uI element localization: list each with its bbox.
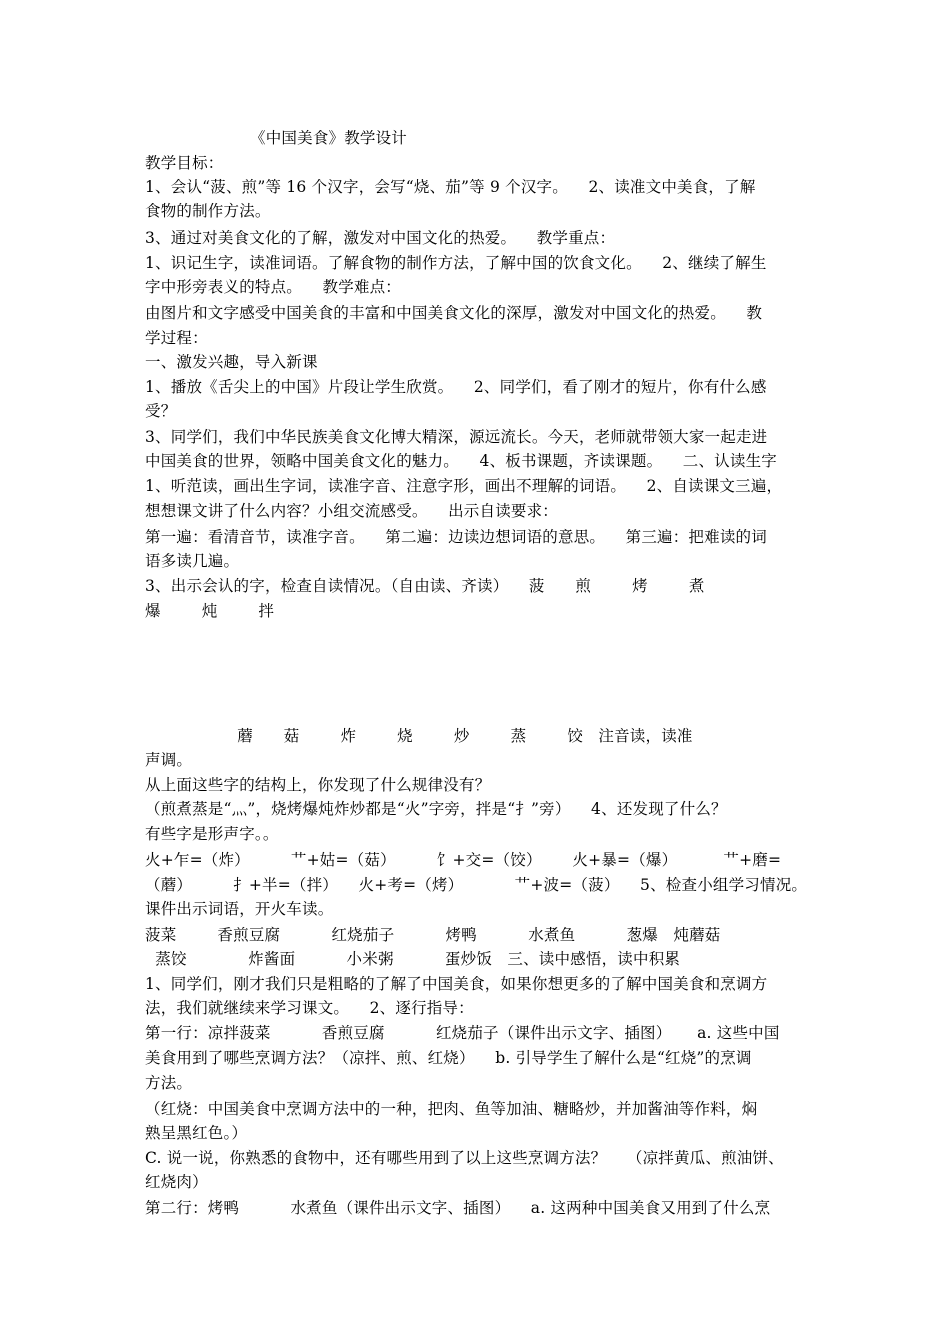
- text-line: 字中形旁表义的特点。 教学难点：: [145, 278, 402, 296]
- text-line: 美食用到了哪些烹调方法？（凉拌、煎、红烧） b. 引导学生了解什么是“红烧”的烹调: [145, 1049, 752, 1067]
- text-line: （蘑） 扌+半=（拌） 火+考=（烤） 艹+波=（菠） 5、检查小组学习情况。: [145, 876, 808, 894]
- text-line: 一、激发兴趣，导入新课: [145, 353, 318, 371]
- text-line: 蘑 菇 炸 烧 炒 蒸 饺 注音读，读准: [145, 727, 693, 745]
- text-line: 3、通过对美食文化的了解，激发对中国文化的热爱。 教学重点：: [145, 229, 616, 247]
- text-line: 爆 炖 拌: [145, 602, 275, 620]
- text-line: 法，我们就继续来学习课文。 2、逐行指导：: [145, 999, 474, 1017]
- text-line: 受？: [145, 402, 177, 420]
- text-line: 第一遍：看清音节，读准字音。 第二遍：边读边想词语的意思。 第三遍：把难读的词: [145, 528, 767, 546]
- text-line: 教学目标：: [145, 154, 224, 172]
- text-line: 1、播放《舌尖上的中国》片段让学生欣赏。 2、同学们，看了刚才的短片，你有什么感: [145, 378, 767, 396]
- text-line: （煎煮蒸是“灬”，烧烤爆炖炸炒都是“火”字旁，拌是“扌”旁） 4、还发现了什么？: [145, 800, 727, 818]
- text-line: 课件出示词语，开火车读。: [145, 900, 334, 918]
- text-line: 3、同学们，我们中华民族美食文化博大精深，源远流长。今天，老师就带领大家一起走进: [145, 428, 768, 446]
- text-line: 从上面这些字的结构上，你发现了什么规律没有？: [145, 776, 491, 794]
- text-line: 语多读几遍。: [145, 552, 240, 570]
- text-line: 菠菜 香煎豆腐 红烧茄子 烤鸭 水煮鱼 葱爆 炖蘑菇: [145, 926, 721, 944]
- text-line: 由图片和文字感受中国美食的丰富和中国美食文化的深厚，激发对中国文化的热爱。 教: [145, 304, 763, 322]
- text-line: 火+乍=（炸） 艹+姑=（菇） 饣+交=（饺） 火+暴=（爆） 艹+磨=: [145, 851, 782, 869]
- text-line: 红烧肉）: [145, 1173, 208, 1191]
- document-title: 《中国美食》教学设计: [250, 129, 408, 147]
- text-line: 熟呈黑红色。）: [145, 1124, 248, 1142]
- text-line: 方法。: [145, 1074, 193, 1092]
- text-line: 1、同学们，刚才我们只是粗略的了解了中国美食，如果你想更多的了解中国美食和烹调方: [145, 975, 768, 993]
- text-line: 想想课文讲了什么内容？小组交流感受。 出示自读要求：: [145, 502, 559, 520]
- text-line: 3、出示会认的字，检查自读情况。（自由读、齐读） 菠 煎 烤 煮: [145, 577, 705, 595]
- text-line: 中国美食的世界，领略中国美食文化的魅力。 4、板书课题，齐读课题。 二、认读生字: [145, 452, 777, 470]
- text-line: 食物的制作方法。: [145, 202, 271, 220]
- text-line: 声调。: [145, 751, 193, 769]
- text-line: 有些字是形声字。。: [145, 825, 279, 843]
- text-line: 学过程：: [145, 329, 208, 347]
- text-line: C. 说一说，你熟悉的食物中，还有哪些用到了以上这些烹调方法？ （凉拌黄瓜、煎油饼、: [145, 1149, 784, 1167]
- text-line: 1、会认“菠、煎”等 16 个汉字，会写“烧、茄”等 9 个汉字。 2、读准文中美食，了解: [145, 178, 756, 196]
- text-line: 1、听范读，画出生字词，读准字音、注意字形，画出不理解的词语。 2、自读课文三遍，: [145, 477, 783, 495]
- text-line: 1、识记生字，读准词语。了解食物的制作方法，了解中国的饮食文化。 2、继续了解生: [145, 254, 767, 272]
- text-line: 第一行：凉拌菠菜 香煎豆腐 红烧茄子（课件出示文字、插图） a. 这些中国: [145, 1024, 780, 1042]
- text-line: 第二行：烤鸭 水煮鱼（课件出示文字、插图） a. 这两种中国美食又用到了什么烹: [145, 1199, 771, 1217]
- text-line: 蒸饺 炸酱面 小米粥 蛋炒饭 三、读中感悟，读中积累: [145, 950, 681, 968]
- text-line: （红烧：中国美食中烹调方法中的一种，把肉、鱼等加油、糖略炒，并加酱油等作料，焖: [145, 1100, 758, 1118]
